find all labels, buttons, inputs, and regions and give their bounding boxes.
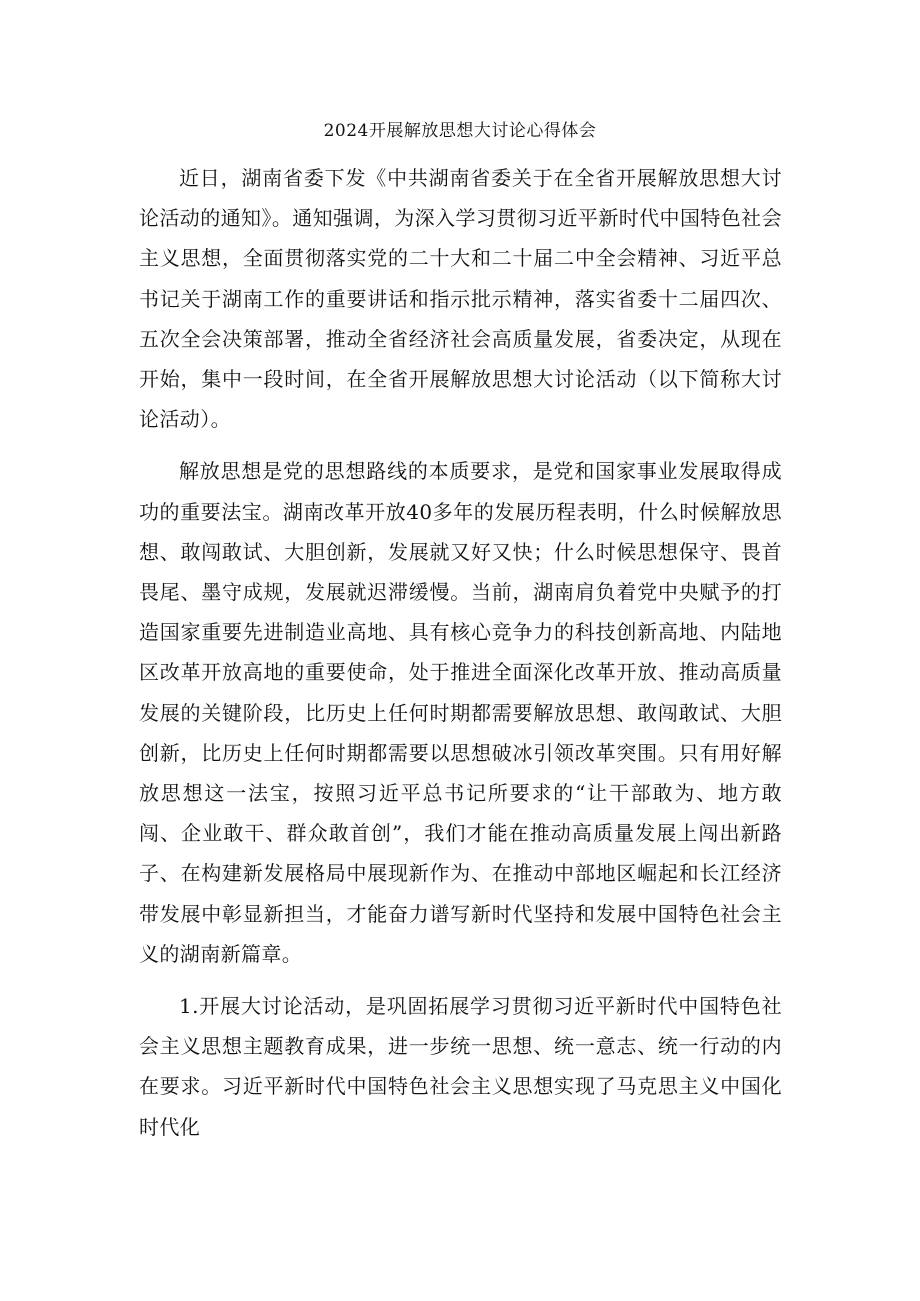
paragraph-point-1: 1.开展大讨论活动，是巩固拓展学习贯彻习近平新时代中国特色社会主义思想主题教育成果，进一步统一思想、统一意志、统一行动的内在要求。习近平新时代中国特色社会主义思想实现了马克思主义中国化时代化: [139, 994, 782, 1139]
paragraph-emancipation: 解放思想是党的思想路线的本质要求，是党和国家事业发展取得成功的重要法宝。湖南改革开放40多年的发展历程表明，什么时候解放思想、敢闯敢试、大胆创新，发展就又好又快；什么时候思想保守、畏首畏尾、墨守成规，发展就迟滞缓慢。当前，湖南肩负着党中央赋予的打造国家重要先进制造业高地、具有核心竞争力的科技创新高地、内陆地区改革开放高地的重要使命，处于推进全面深化改革开放、推动高质量发展的关键阶段，比历史上任何时期都需要解放思想、敢闯敢试、大胆创新，比历史上任何时期都需要以思想破冰引领改革突围。只有用好解放思想这一法宝，按照习近平总书记所要求的“让干部敢为、地方敢闯、企业敢干、群众敢首创”，我们才能在推动高质量发展上闯出新路子、在构建新发展格局中展现新作为、在推动中部地区崛起和长江经济带发展中彰显新担当，才能奋力谱写新时代坚持和发展中国特色社会主义的湖南新篇章。: [139, 459, 782, 966]
paragraph-intro: 近日，湖南省委下发《中共湖南省委关于在全省开展解放思想大讨论活动的通知》。通知强调，为深入学习贯彻习近平新时代中国特色社会主义思想，全面贯彻落实党的二十大和二十届二中全会精神、习近平总书记关于湖南工作的重要讲话和指示批示精神，落实省委十二届四次、五次全会决策部署，推动全省经济社会高质量发展，省委决定，从现在开始，集中一段时间，在全省开展解放思想大讨论活动（以下简称大讨论活动）。: [139, 166, 782, 432]
document-body: [139, 158, 782, 1159]
document-title: 2024开展解放思想大讨论心得体会: [323, 121, 597, 141]
